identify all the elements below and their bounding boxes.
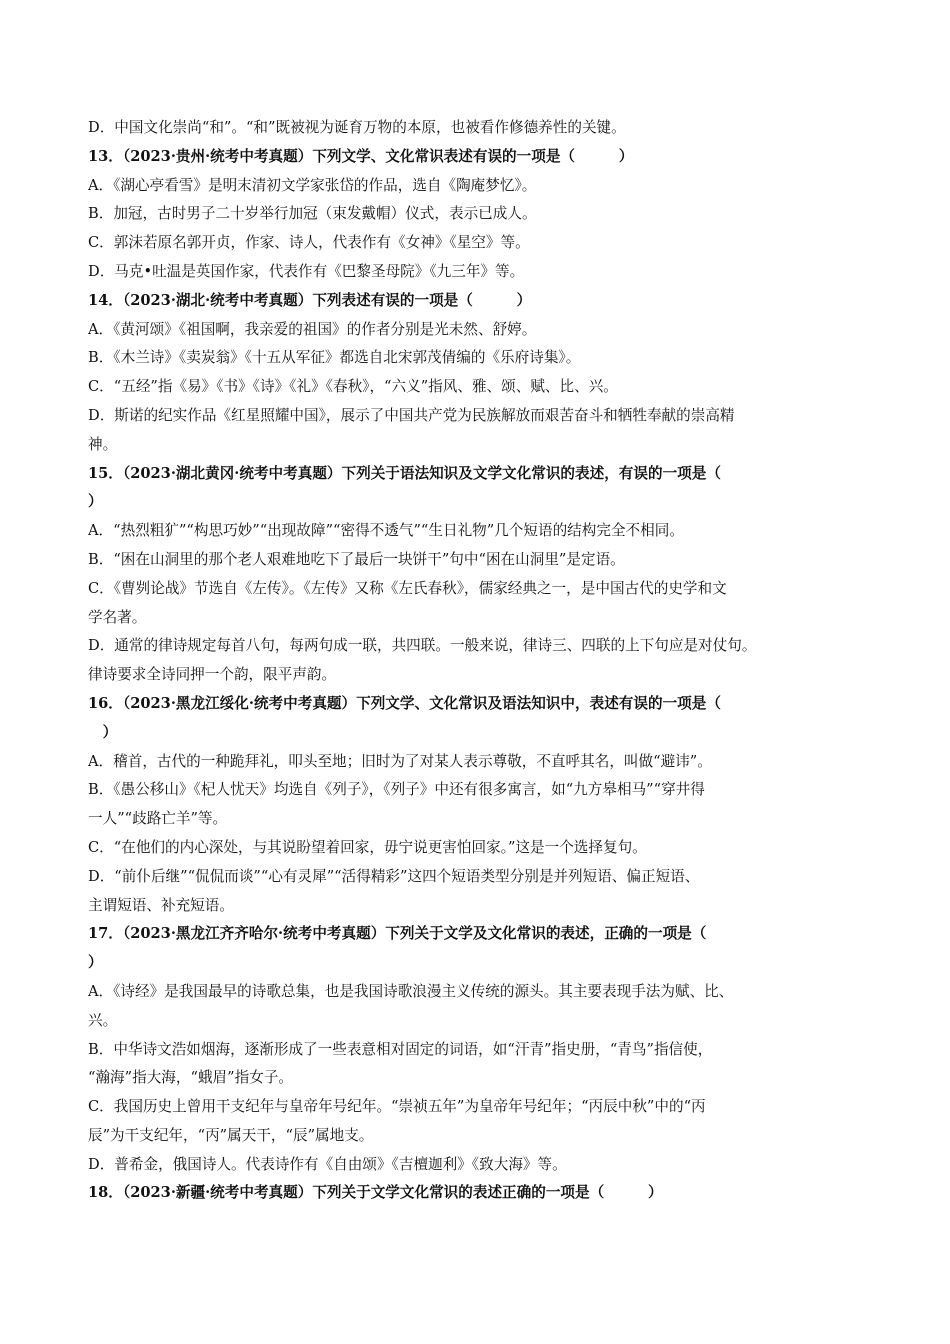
question-stem-line: ） xyxy=(88,723,118,741)
option-line: 辰”为干支纪年，“丙”属天干，“辰”属地支。 xyxy=(88,1126,374,1144)
question-stem-line: ） xyxy=(88,954,103,972)
option-line: D．通常的律诗规定每首八句，每两句成一联，共四联。一般来说，律诗三、四联的上下句应是对仗句。 xyxy=(88,637,757,655)
option-line: A．稽首，古代的一种跪拜礼，叩头至地；旧时为了对某人表示尊敬，不直呼其名，叫做“避讳”。 xyxy=(88,752,712,770)
option-line: A．《湖心亭看雪》是明末清初文学家张岱的作品，选自《陶庵梦忆》。 xyxy=(88,176,537,194)
option-line: B．《愚公移山》《杞人忧天》均选自《列子》，《列子》中还有很多寓言，如“九方皋相马”“穿井得 xyxy=(88,781,705,799)
option-line: C．《曹刿论战》节选自《左传》。《左传》又称《左氏春秋》，儒家经典之一，是中国古代的史学和文 xyxy=(88,579,727,597)
option-line: B．加冠，古时男子二十岁举行加冠（束发戴帽）仪式，表示已成人。 xyxy=(88,205,537,223)
question-stem-line: ） xyxy=(88,493,103,511)
option-line: A．“热烈粗犷”“构思巧妙”“出现故障”“密得不透气”“生日礼物”几个短语的结构完全不相同。 xyxy=(88,522,684,540)
option-line: C．郭沫若原名郭开贞，作家、诗人，代表作有《女神》《星空》等。 xyxy=(88,234,530,252)
option-line: C．我国历史上曾用干支纪年与皇帝年号纪年。“崇祯五年”为皇帝年号纪年；“丙辰中秋”中的“丙 xyxy=(88,1098,706,1116)
option-line: 一人”“歧路亡羊”等。 xyxy=(88,810,228,828)
question-stem-line: 17．（2023·黑龙江齐齐哈尔·统考中考真题）下列关于文学及文化常识的表述，正确的一项是（ xyxy=(88,925,707,943)
question-stem-line: 14．（2023·湖北·统考中考真题）下列表述有误的一项是（ ） xyxy=(88,291,532,309)
question-list xyxy=(88,114,858,1208)
option-line: 神。 xyxy=(88,435,118,453)
option-line: A．《黄河颂》《祖国啊，我亲爱的祖国》的作者分别是光未然、舒婷。 xyxy=(88,320,537,338)
option-line: B．《木兰诗》《卖炭翁》《十五从军征》都选自北宋郭茂倩编的《乐府诗集》。 xyxy=(88,349,581,367)
option-line: 主谓短语、补充短语。 xyxy=(88,896,234,914)
option-line: D．“前仆后继”“侃侃而谈”“心有灵犀”“活得精彩”这四个短语类型分别是并列短语、偏正短语、 xyxy=(88,867,700,885)
option-line: C．“五经”指《易》《书》《诗》《礼》《春秋》，“六义”指风、雅、颂、赋、比、兴。 xyxy=(88,378,618,396)
option-line: D．马克•吐温是英国作家，代表作有《巴黎圣母院》《九三年》等。 xyxy=(88,262,525,280)
question-stem-line: 16．（2023·黑龙江绥化·统考中考真题）下列文学、文化常识及语法知识中，表述有误的一项是（ xyxy=(88,694,721,712)
option-line: D．斯诺的纪实作品《红星照耀中国》，展示了中国共产党为民族解放而艰苦奋斗和牺牲奉献的崇高精 xyxy=(88,406,735,424)
option-line: A．《诗经》是我国最早的诗歌总集，也是我国诗歌浪漫主义传统的源头。其主要表现手法为赋、比、 xyxy=(88,982,734,1000)
option-line: “瀚海”指大海，“蛾眉”指女子。 xyxy=(88,1069,293,1087)
option-line: 学名著。 xyxy=(88,608,147,626)
question-stem-line: 15．（2023·湖北黄冈·统考中考真题）下列关于语法知识及文学文化常识的表述，有误的一项是（ xyxy=(88,464,721,482)
question-stem-line: 18．（2023·新疆·统考中考真题）下列关于文学文化常识的表述正确的一项是（ ） xyxy=(88,1184,663,1202)
option-line: B．“困在山洞里的那个老人艰难地吃下了最后一块饼干”句中“困在山洞里”是定语。 xyxy=(88,550,625,568)
option-line: D．普希金，俄国诗人。代表诗作有《自由颂》《吉檀迦利》《致大海》等。 xyxy=(88,1155,567,1173)
option-line: 兴。 xyxy=(88,1011,118,1029)
option-line: D．中国文化崇尚“和”。“和”既被视为诞育万物的本原，也被看作修德养性的关键。 xyxy=(88,119,626,136)
option-line: C．“在他们的内心深处，与其说盼望着回家，毋宁说更害怕回家。”这是一个选择复句。 xyxy=(88,838,647,856)
option-line: B．中华诗文浩如烟海，逐渐形成了一些表意相对固定的词语，如“汗青”指史册，“青鸟”指信使， xyxy=(88,1040,713,1058)
option-line: 律诗要求全诗同押一个韵，限平声韵。 xyxy=(88,666,337,684)
question-stem-line: 13．（2023·贵州·统考中考真题）下列文学、文化常识表述有误的一项是（ ） xyxy=(88,147,634,165)
